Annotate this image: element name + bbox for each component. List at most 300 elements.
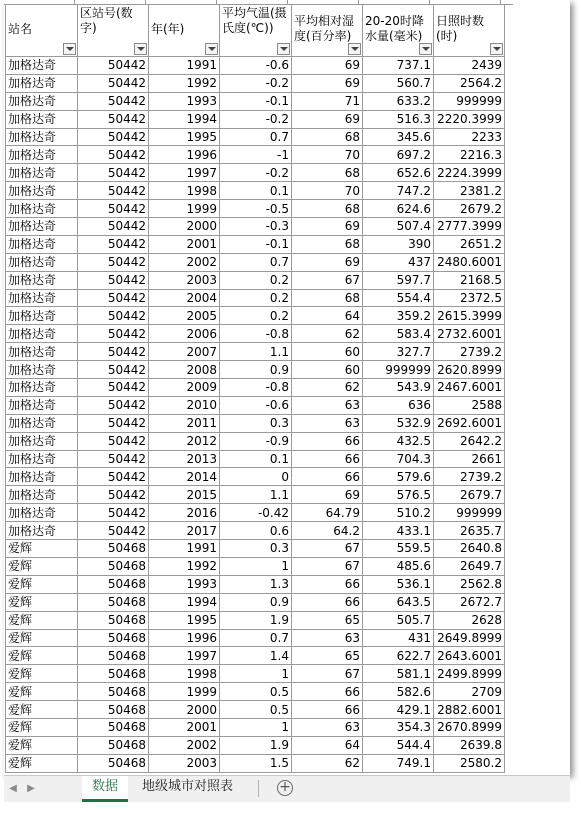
table-cell[interactable]: 576.5: [363, 486, 434, 504]
table-cell[interactable]: 爱辉: [6, 593, 78, 611]
table-cell[interactable]: 66: [292, 683, 363, 701]
table-cell[interactable]: 2381.2: [434, 182, 505, 200]
table-cell[interactable]: 50468: [78, 629, 149, 647]
table-cell[interactable]: 0.3: [220, 540, 292, 558]
table-cell[interactable]: 2002: [149, 736, 220, 754]
empty-sheet-area[interactable]: [516, 4, 570, 774]
table-cell[interactable]: 0.3: [220, 414, 292, 432]
table-cell[interactable]: -0.9: [220, 432, 292, 450]
table-cell[interactable]: 0: [220, 468, 292, 486]
table-cell[interactable]: 1: [220, 718, 292, 736]
table-cell[interactable]: 1.9: [220, 736, 292, 754]
table-cell[interactable]: 2679.7: [434, 486, 505, 504]
add-sheet-icon[interactable]: +: [277, 780, 293, 796]
table-cell[interactable]: 0.6: [220, 522, 292, 540]
table-cell[interactable]: 485.6: [363, 557, 434, 575]
table-cell[interactable]: 2615.3999: [434, 307, 505, 325]
table-cell[interactable]: -0.5: [220, 200, 292, 218]
table-cell[interactable]: 62: [292, 325, 363, 343]
table-cell[interactable]: 1992: [149, 74, 220, 92]
table-cell[interactable]: 50442: [78, 128, 149, 146]
table-cell[interactable]: 69: [292, 74, 363, 92]
table-cell[interactable]: 64: [292, 307, 363, 325]
table-cell[interactable]: 1993: [149, 575, 220, 593]
table-cell[interactable]: 50468: [78, 593, 149, 611]
table-cell[interactable]: 507.4: [363, 218, 434, 236]
table-cell[interactable]: 65: [292, 611, 363, 629]
table-cell[interactable]: 2580.2: [434, 754, 505, 772]
table-cell[interactable]: 2777.3999: [434, 218, 505, 236]
table-cell[interactable]: 2480.6001: [434, 253, 505, 271]
table-cell[interactable]: 加格达奇: [6, 235, 78, 253]
table-cell[interactable]: 2015: [149, 486, 220, 504]
table-cell[interactable]: 50442: [78, 289, 149, 307]
table-cell[interactable]: 加格达奇: [6, 468, 78, 486]
table-cell[interactable]: 0.9: [220, 593, 292, 611]
table-cell[interactable]: 爱辉: [6, 701, 78, 719]
table-cell[interactable]: 1: [220, 665, 292, 683]
table-cell[interactable]: 432.5: [363, 432, 434, 450]
table-cell[interactable]: 50442: [78, 504, 149, 522]
table-cell[interactable]: 68: [292, 235, 363, 253]
table-cell[interactable]: 505.7: [363, 611, 434, 629]
table-cell[interactable]: 2732.6001: [434, 325, 505, 343]
table-cell[interactable]: 50442: [78, 325, 149, 343]
table-cell[interactable]: 2013: [149, 450, 220, 468]
table-cell[interactable]: 2499.8999: [434, 665, 505, 683]
table-cell[interactable]: 747.2: [363, 182, 434, 200]
table-cell[interactable]: -0.3: [220, 218, 292, 236]
header-sunshine-hours[interactable]: [434, 5, 505, 57]
table-cell[interactable]: 2003: [149, 754, 220, 772]
table-cell[interactable]: 69: [292, 253, 363, 271]
table-cell[interactable]: 999999: [434, 92, 505, 110]
table-cell[interactable]: 390: [363, 235, 434, 253]
table-cell[interactable]: 50468: [78, 611, 149, 629]
table-cell[interactable]: 2220.3999: [434, 110, 505, 128]
table-cell[interactable]: 2739.2: [434, 468, 505, 486]
table-cell[interactable]: 437: [363, 253, 434, 271]
table-cell[interactable]: 2012: [149, 432, 220, 450]
table-cell[interactable]: 50442: [78, 271, 149, 289]
table-cell[interactable]: 652.6: [363, 164, 434, 182]
table-cell[interactable]: 1.1: [220, 343, 292, 361]
table-cell[interactable]: 597.7: [363, 271, 434, 289]
scroll-tabs-right-icon[interactable]: ▶: [27, 783, 35, 794]
table-cell[interactable]: 50468: [78, 540, 149, 558]
table-cell[interactable]: 爱辉: [6, 647, 78, 665]
table-cell[interactable]: 0.7: [220, 253, 292, 271]
table-cell[interactable]: 345.6: [363, 128, 434, 146]
table-cell[interactable]: 554.4: [363, 289, 434, 307]
filter-dropdown-icon[interactable]: [490, 43, 503, 55]
table-cell[interactable]: 50468: [78, 701, 149, 719]
table-cell[interactable]: 1996: [149, 629, 220, 647]
table-cell[interactable]: 71: [292, 92, 363, 110]
table-cell[interactable]: 643.5: [363, 593, 434, 611]
table-cell[interactable]: 加格达奇: [6, 218, 78, 236]
table-cell[interactable]: 67: [292, 665, 363, 683]
table-cell[interactable]: -0.1: [220, 92, 292, 110]
table-cell[interactable]: 999999: [434, 504, 505, 522]
table-cell[interactable]: 697.2: [363, 146, 434, 164]
table-cell[interactable]: 64: [292, 736, 363, 754]
header-avg-temperature[interactable]: [220, 5, 292, 57]
table-cell[interactable]: 加格达奇: [6, 182, 78, 200]
table-cell[interactable]: 爱辉: [6, 540, 78, 558]
table-cell[interactable]: 583.4: [363, 325, 434, 343]
table-cell[interactable]: 0.9: [220, 361, 292, 379]
table-cell[interactable]: -1: [220, 146, 292, 164]
header-avg-humidity[interactable]: [292, 5, 363, 57]
table-cell[interactable]: 50442: [78, 379, 149, 397]
table-cell[interactable]: 50442: [78, 235, 149, 253]
table-cell[interactable]: 0.2: [220, 289, 292, 307]
table-cell[interactable]: 544.4: [363, 736, 434, 754]
table-cell[interactable]: 2216.3: [434, 146, 505, 164]
table-cell[interactable]: 爱辉: [6, 754, 78, 772]
table-cell[interactable]: 0.2: [220, 307, 292, 325]
table-cell[interactable]: 加格达奇: [6, 414, 78, 432]
table-cell[interactable]: -0.6: [220, 57, 292, 75]
table-cell[interactable]: 1995: [149, 611, 220, 629]
table-cell[interactable]: 68: [292, 289, 363, 307]
table-cell[interactable]: 爱辉: [6, 683, 78, 701]
table-cell[interactable]: 1994: [149, 110, 220, 128]
table-cell[interactable]: 50442: [78, 182, 149, 200]
table-cell[interactable]: 50442: [78, 164, 149, 182]
table-cell[interactable]: 63: [292, 396, 363, 414]
table-cell[interactable]: 加格达奇: [6, 146, 78, 164]
header-station-name[interactable]: [6, 5, 78, 57]
filter-dropdown-icon[interactable]: [134, 43, 147, 55]
table-cell[interactable]: 68: [292, 128, 363, 146]
table-cell[interactable]: 2010: [149, 396, 220, 414]
table-cell[interactable]: 50442: [78, 414, 149, 432]
table-cell[interactable]: 749.1: [363, 754, 434, 772]
table-cell[interactable]: 2000: [149, 218, 220, 236]
table-cell[interactable]: 2635.7: [434, 522, 505, 540]
tab-city-lookup[interactable]: [132, 776, 243, 800]
table-cell[interactable]: 1994: [149, 593, 220, 611]
table-cell[interactable]: 2001: [149, 235, 220, 253]
table-cell[interactable]: 63: [292, 414, 363, 432]
filter-dropdown-icon[interactable]: [277, 43, 290, 55]
table-cell[interactable]: 2882.6001: [434, 701, 505, 719]
table-cell[interactable]: 加格达奇: [6, 361, 78, 379]
table-cell[interactable]: 50468: [78, 575, 149, 593]
filter-dropdown-icon[interactable]: [419, 43, 432, 55]
header-precipitation[interactable]: [363, 5, 434, 57]
table-cell[interactable]: 50468: [78, 683, 149, 701]
table-cell[interactable]: 加格达奇: [6, 486, 78, 504]
table-cell[interactable]: 1998: [149, 665, 220, 683]
table-cell[interactable]: -0.42: [220, 504, 292, 522]
table-cell[interactable]: 2001: [149, 718, 220, 736]
table-cell[interactable]: 2014: [149, 468, 220, 486]
table-cell[interactable]: 510.2: [363, 504, 434, 522]
table-cell[interactable]: 加格达奇: [6, 289, 78, 307]
table-cell[interactable]: -0.1: [220, 235, 292, 253]
table-cell[interactable]: 加格达奇: [6, 74, 78, 92]
table-cell[interactable]: -0.8: [220, 325, 292, 343]
table-cell[interactable]: 加格达奇: [6, 379, 78, 397]
table-cell[interactable]: 560.7: [363, 74, 434, 92]
table-cell[interactable]: 636: [363, 396, 434, 414]
table-cell[interactable]: 579.6: [363, 468, 434, 486]
filter-dropdown-icon[interactable]: [205, 43, 218, 55]
table-cell[interactable]: 2670.8999: [434, 718, 505, 736]
table-cell[interactable]: 50442: [78, 146, 149, 164]
table-cell[interactable]: 50468: [78, 736, 149, 754]
table-cell[interactable]: 1995: [149, 128, 220, 146]
table-cell[interactable]: 50442: [78, 74, 149, 92]
table-cell[interactable]: 2651.2: [434, 235, 505, 253]
table-cell[interactable]: 2000: [149, 701, 220, 719]
table-cell[interactable]: 1.1: [220, 486, 292, 504]
table-cell[interactable]: 2009: [149, 379, 220, 397]
table-cell[interactable]: 2017: [149, 522, 220, 540]
table-cell[interactable]: 1999: [149, 200, 220, 218]
table-cell[interactable]: 66: [292, 432, 363, 450]
table-cell[interactable]: 64.79: [292, 504, 363, 522]
table-cell[interactable]: 2168.5: [434, 271, 505, 289]
table-cell[interactable]: 67: [292, 540, 363, 558]
table-cell[interactable]: 0.1: [220, 450, 292, 468]
table-cell[interactable]: 2649.7: [434, 557, 505, 575]
header-year[interactable]: [149, 5, 220, 57]
table-cell[interactable]: 1996: [149, 146, 220, 164]
table-cell[interactable]: 2643.6001: [434, 647, 505, 665]
table-cell[interactable]: 1998: [149, 182, 220, 200]
table-cell[interactable]: 加格达奇: [6, 432, 78, 450]
table-cell[interactable]: 加格达奇: [6, 522, 78, 540]
table-cell[interactable]: 爱辉: [6, 611, 78, 629]
table-cell[interactable]: 50442: [78, 432, 149, 450]
table-cell[interactable]: 0.7: [220, 629, 292, 647]
table-cell[interactable]: 737.1: [363, 57, 434, 75]
table-cell[interactable]: 50442: [78, 57, 149, 75]
table-cell[interactable]: 624.6: [363, 200, 434, 218]
table-cell[interactable]: 加格达奇: [6, 92, 78, 110]
table-cell[interactable]: 加格达奇: [6, 164, 78, 182]
table-cell[interactable]: 2439: [434, 57, 505, 75]
header-station-id[interactable]: [78, 5, 149, 57]
table-cell[interactable]: 69: [292, 486, 363, 504]
table-cell[interactable]: 2661: [434, 450, 505, 468]
table-cell[interactable]: -0.2: [220, 164, 292, 182]
table-cell[interactable]: 2011: [149, 414, 220, 432]
table-cell[interactable]: 516.3: [363, 110, 434, 128]
table-cell[interactable]: 2679.2: [434, 200, 505, 218]
table-cell[interactable]: 50442: [78, 218, 149, 236]
table-cell[interactable]: 加格达奇: [6, 307, 78, 325]
table-cell[interactable]: 50442: [78, 92, 149, 110]
table-cell[interactable]: 50442: [78, 307, 149, 325]
table-cell[interactable]: 66: [292, 468, 363, 486]
table-cell[interactable]: 2224.3999: [434, 164, 505, 182]
table-cell[interactable]: 66: [292, 450, 363, 468]
table-cell[interactable]: 64.2: [292, 522, 363, 540]
table-cell[interactable]: 50442: [78, 486, 149, 504]
filter-dropdown-icon[interactable]: [348, 43, 361, 55]
table-cell[interactable]: 2233: [434, 128, 505, 146]
table-cell[interactable]: 1.9: [220, 611, 292, 629]
table-cell[interactable]: 67: [292, 557, 363, 575]
table-cell[interactable]: 爱辉: [6, 665, 78, 683]
filter-dropdown-icon[interactable]: [63, 43, 76, 55]
table-cell[interactable]: 1997: [149, 647, 220, 665]
table-cell[interactable]: 1991: [149, 540, 220, 558]
table-cell[interactable]: 2003: [149, 271, 220, 289]
table-cell[interactable]: 50468: [78, 647, 149, 665]
table-cell[interactable]: 0.2: [220, 271, 292, 289]
table-cell[interactable]: 532.9: [363, 414, 434, 432]
table-cell[interactable]: 加格达奇: [6, 343, 78, 361]
table-cell[interactable]: 66: [292, 575, 363, 593]
table-cell[interactable]: -0.6: [220, 396, 292, 414]
table-cell[interactable]: 0.5: [220, 683, 292, 701]
table-cell[interactable]: 2692.6001: [434, 414, 505, 432]
table-cell[interactable]: 354.3: [363, 718, 434, 736]
table-cell[interactable]: 559.5: [363, 540, 434, 558]
table-cell[interactable]: 1991: [149, 57, 220, 75]
table-cell[interactable]: 爱辉: [6, 736, 78, 754]
table-cell[interactable]: 50442: [78, 253, 149, 271]
table-cell[interactable]: 2640.8: [434, 540, 505, 558]
table-cell[interactable]: 加格达奇: [6, 253, 78, 271]
table-cell[interactable]: 1: [220, 557, 292, 575]
table-cell[interactable]: 2372.5: [434, 289, 505, 307]
table-cell[interactable]: -0.2: [220, 110, 292, 128]
table-cell[interactable]: 359.2: [363, 307, 434, 325]
table-cell[interactable]: 加格达奇: [6, 504, 78, 522]
table-cell[interactable]: 50468: [78, 665, 149, 683]
table-cell[interactable]: 1.5: [220, 754, 292, 772]
table-cell[interactable]: 60: [292, 361, 363, 379]
table-cell[interactable]: 50468: [78, 718, 149, 736]
table-cell[interactable]: 0.7: [220, 128, 292, 146]
table-cell[interactable]: 0.5: [220, 701, 292, 719]
table-cell[interactable]: 50442: [78, 396, 149, 414]
table-cell[interactable]: 加格达奇: [6, 200, 78, 218]
table-cell[interactable]: 50442: [78, 200, 149, 218]
table-cell[interactable]: 1.3: [220, 575, 292, 593]
table-cell[interactable]: 加格达奇: [6, 325, 78, 343]
table-cell[interactable]: 69: [292, 57, 363, 75]
table-cell[interactable]: 1.4: [220, 647, 292, 665]
table-cell[interactable]: 加格达奇: [6, 110, 78, 128]
table-cell[interactable]: 63: [292, 718, 363, 736]
table-cell[interactable]: 加格达奇: [6, 57, 78, 75]
table-cell[interactable]: 2006: [149, 325, 220, 343]
table-cell[interactable]: -0.8: [220, 379, 292, 397]
table-cell[interactable]: 327.7: [363, 343, 434, 361]
table-cell[interactable]: 68: [292, 164, 363, 182]
table-cell[interactable]: 62: [292, 379, 363, 397]
table-cell[interactable]: 429.1: [363, 701, 434, 719]
table-cell[interactable]: 2628: [434, 611, 505, 629]
table-cell[interactable]: 2649.8999: [434, 629, 505, 647]
table-cell[interactable]: 加格达奇: [6, 396, 78, 414]
table-cell[interactable]: 62: [292, 754, 363, 772]
table-cell[interactable]: 70: [292, 182, 363, 200]
table-cell[interactable]: 69: [292, 218, 363, 236]
tab-data[interactable]: [82, 776, 128, 802]
table-cell[interactable]: 2467.6001: [434, 379, 505, 397]
table-cell[interactable]: 2008: [149, 361, 220, 379]
table-cell[interactable]: 2620.8999: [434, 361, 505, 379]
table-cell[interactable]: 50468: [78, 754, 149, 772]
table-cell[interactable]: 543.9: [363, 379, 434, 397]
table-cell[interactable]: 536.1: [363, 575, 434, 593]
table-cell[interactable]: 50468: [78, 557, 149, 575]
table-cell[interactable]: 65: [292, 647, 363, 665]
table-cell[interactable]: 581.1: [363, 665, 434, 683]
table-cell[interactable]: 431: [363, 629, 434, 647]
table-cell[interactable]: 60: [292, 343, 363, 361]
table-cell[interactable]: 999999: [363, 361, 434, 379]
table-cell[interactable]: 2588: [434, 396, 505, 414]
table-cell[interactable]: 50442: [78, 110, 149, 128]
table-cell[interactable]: 2016: [149, 504, 220, 522]
table-cell[interactable]: 50442: [78, 522, 149, 540]
table-cell[interactable]: 50442: [78, 450, 149, 468]
table-cell[interactable]: 2709: [434, 683, 505, 701]
table-cell[interactable]: 70: [292, 146, 363, 164]
table-cell[interactable]: 69: [292, 110, 363, 128]
table-cell[interactable]: 2642.2: [434, 432, 505, 450]
table-cell[interactable]: 63: [292, 629, 363, 647]
table-cell[interactable]: 2672.7: [434, 593, 505, 611]
table-cell[interactable]: -0.2: [220, 74, 292, 92]
table-cell[interactable]: 1993: [149, 92, 220, 110]
table-cell[interactable]: 爱辉: [6, 629, 78, 647]
table-cell[interactable]: 2005: [149, 307, 220, 325]
table-cell[interactable]: 2564.2: [434, 74, 505, 92]
table-cell[interactable]: 50442: [78, 343, 149, 361]
scroll-tabs-left-icon[interactable]: ◀: [9, 783, 17, 794]
table-cell[interactable]: 爱辉: [6, 718, 78, 736]
table-cell[interactable]: 加格达奇: [6, 450, 78, 468]
table-cell[interactable]: 0.1: [220, 182, 292, 200]
table-cell[interactable]: 50442: [78, 361, 149, 379]
table-cell[interactable]: 2007: [149, 343, 220, 361]
table-cell[interactable]: 加格达奇: [6, 128, 78, 146]
table-cell[interactable]: 2002: [149, 253, 220, 271]
table-cell[interactable]: 66: [292, 593, 363, 611]
table-cell[interactable]: 2562.8: [434, 575, 505, 593]
table-cell[interactable]: 582.6: [363, 683, 434, 701]
table-cell[interactable]: 2739.2: [434, 343, 505, 361]
table-cell[interactable]: 66: [292, 701, 363, 719]
table-cell[interactable]: 2639.8: [434, 736, 505, 754]
table-cell[interactable]: 加格达奇: [6, 271, 78, 289]
table-cell[interactable]: 67: [292, 271, 363, 289]
table-cell[interactable]: 68: [292, 200, 363, 218]
table-cell[interactable]: 1999: [149, 683, 220, 701]
table-cell[interactable]: 2004: [149, 289, 220, 307]
table-cell[interactable]: 1992: [149, 557, 220, 575]
table-cell[interactable]: 622.7: [363, 647, 434, 665]
table-cell[interactable]: 50442: [78, 468, 149, 486]
table-cell[interactable]: 爱辉: [6, 575, 78, 593]
table-cell[interactable]: 633.2: [363, 92, 434, 110]
table-cell[interactable]: 704.3: [363, 450, 434, 468]
table-cell[interactable]: 爱辉: [6, 557, 78, 575]
table-cell[interactable]: 433.1: [363, 522, 434, 540]
table-cell[interactable]: 1997: [149, 164, 220, 182]
